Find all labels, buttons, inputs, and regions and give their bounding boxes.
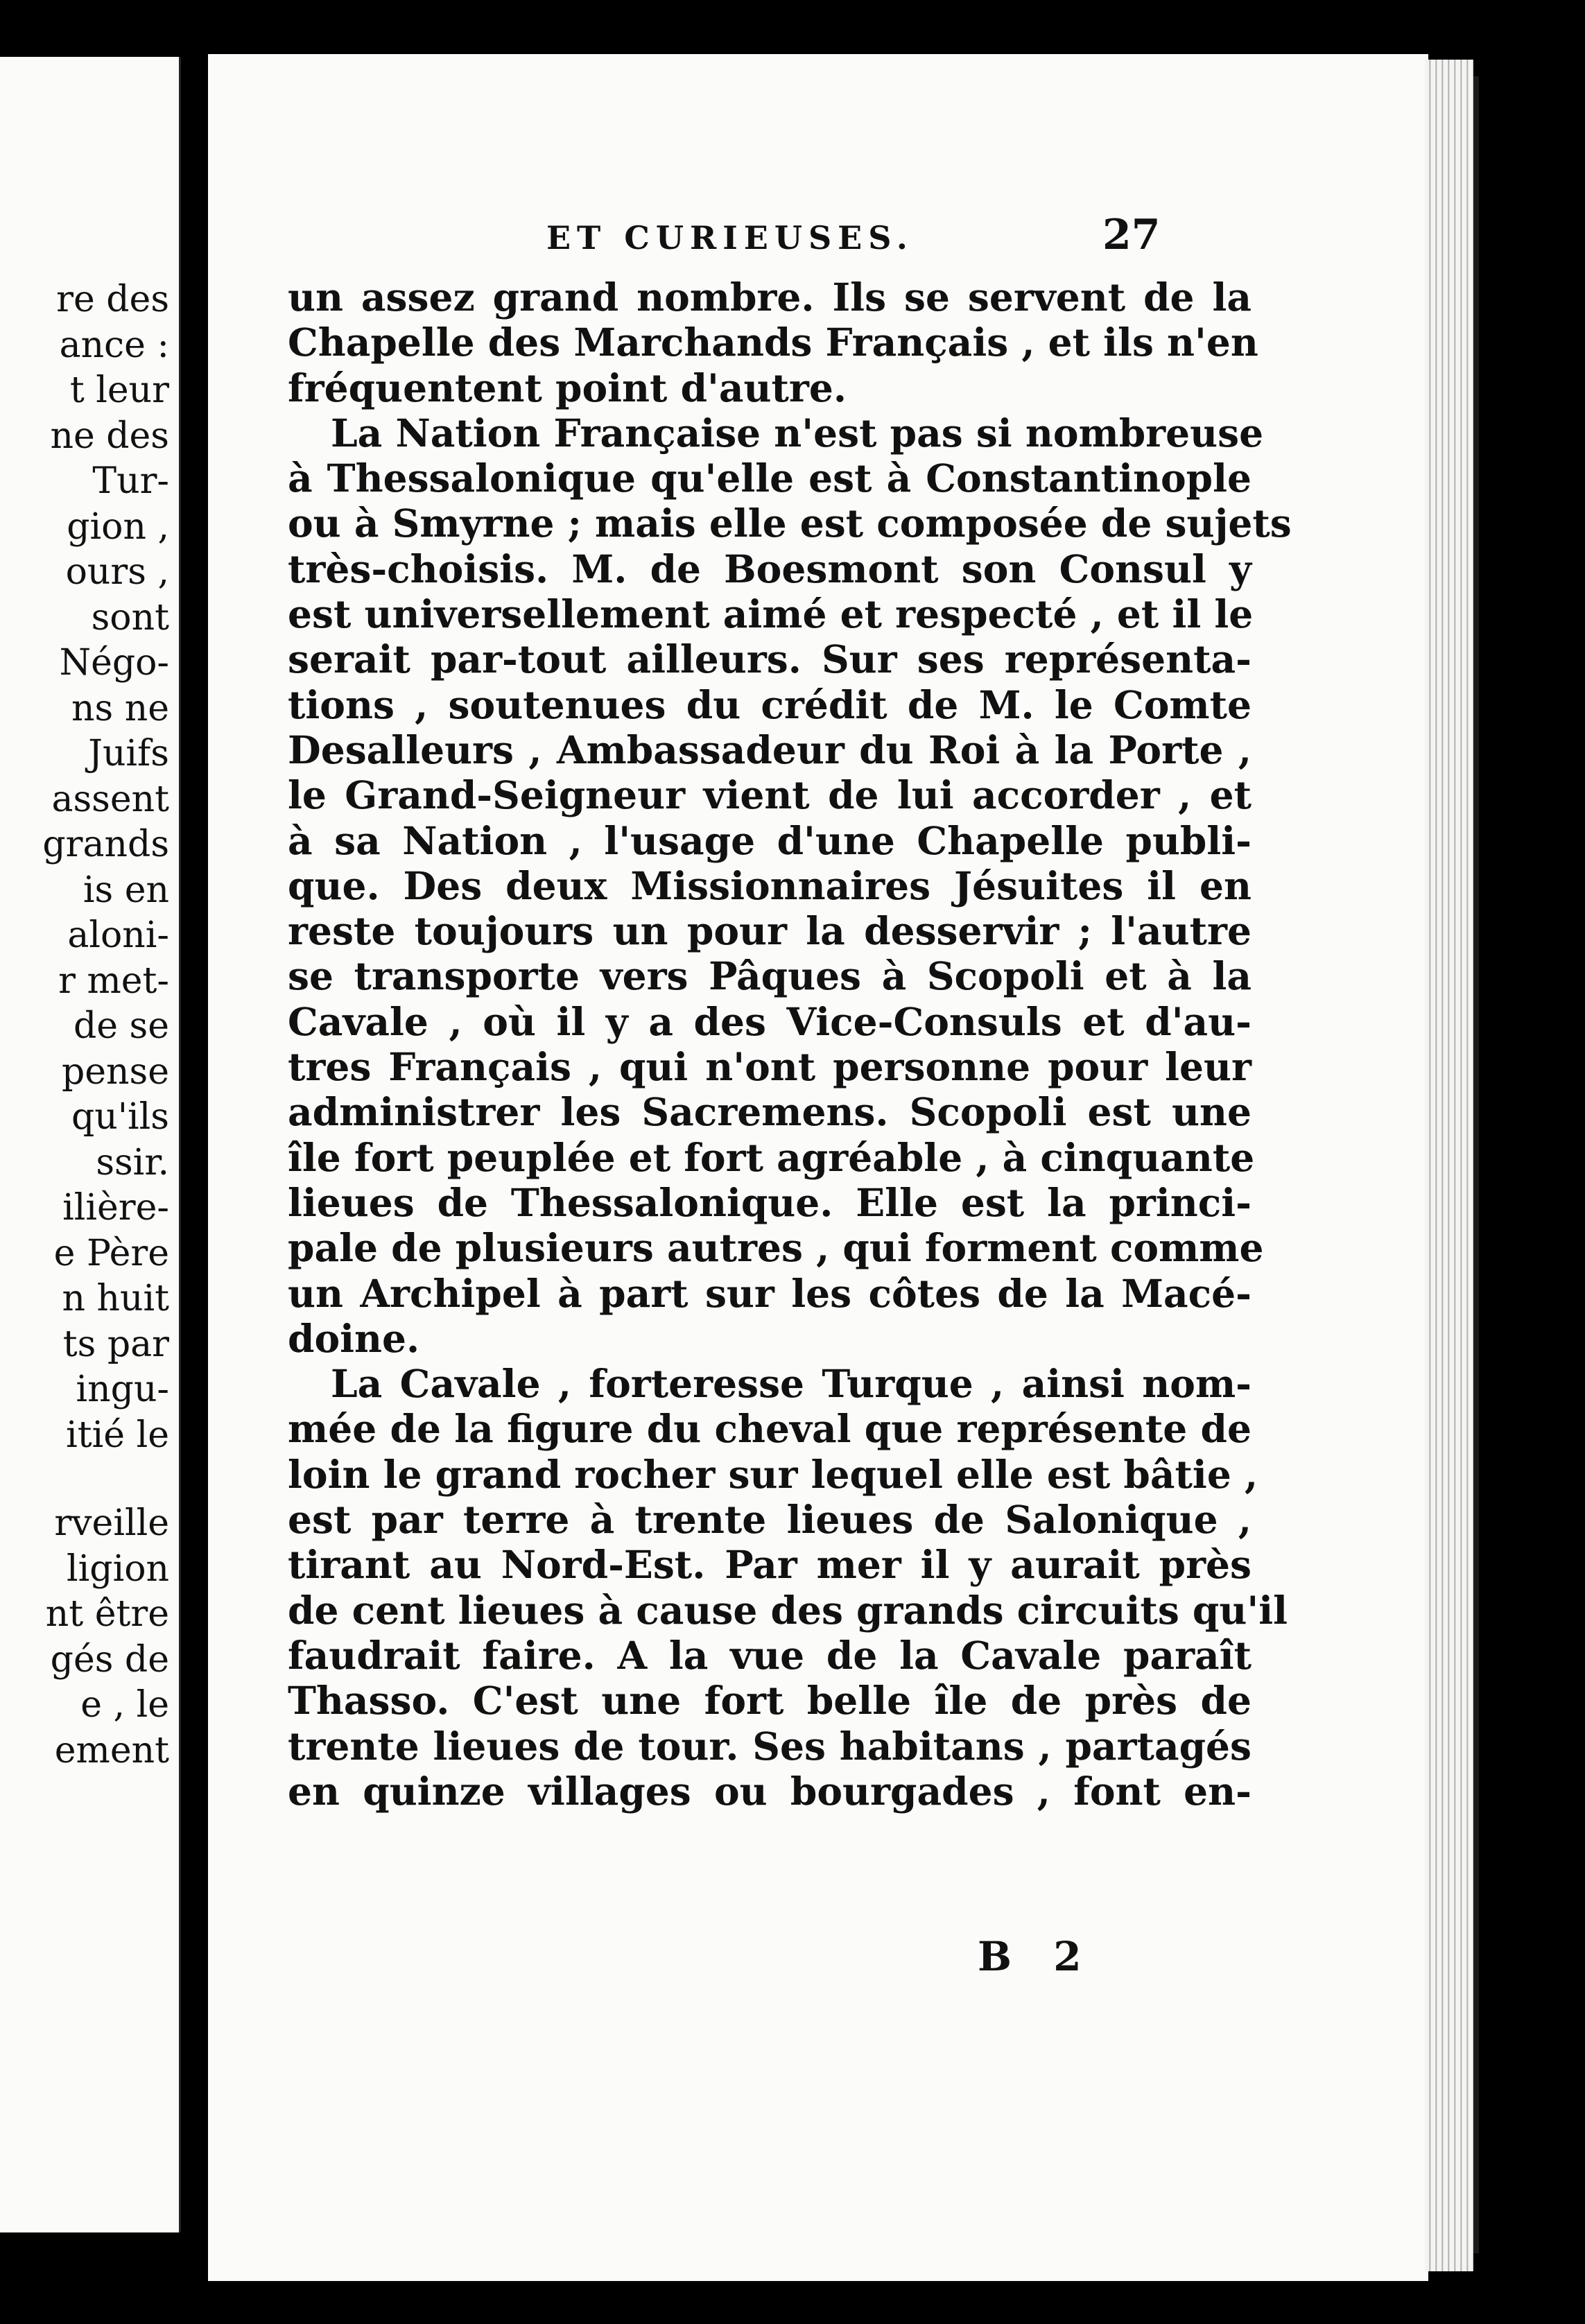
left-page-line: is en — [83, 869, 169, 911]
text-line: est universellement aimé et respecté , et il le — [288, 591, 1254, 637]
left-page-line: ement — [54, 1729, 169, 1771]
left-page-line: nt être — [45, 1593, 169, 1635]
text-line: faudrait faire. A la vue de la Cavale paraît — [288, 1632, 1251, 1678]
text-line: fréquentent point d'autre. — [288, 365, 847, 410]
left-page-line: assent — [51, 778, 169, 820]
text-line: en quinze villages ou bourgades , font en- — [288, 1768, 1251, 1814]
left-page-line: aloni- — [67, 914, 169, 956]
text-line: loin le grand rocher sur lequel elle est bâtie , — [288, 1451, 1258, 1497]
body-text — [288, 275, 1292, 1814]
text-line: ou à Smyrne ; mais elle est composée de sujets — [288, 501, 1292, 546]
left-page-line: ligion — [67, 1547, 169, 1590]
text-line: serait par-tout ailleurs. Sur ses représenta- — [288, 636, 1251, 682]
text-line: pale de plusieurs autres , qui forment comme — [288, 1225, 1264, 1271]
text-line: très-choisis. M. de Boesmont son Consul y — [288, 546, 1251, 591]
left-facing-page — [0, 57, 181, 2232]
running-head — [208, 211, 1428, 268]
left-page-line: gion , — [67, 505, 169, 548]
page-edge — [1425, 60, 1473, 2271]
left-page-line: re des — [56, 279, 169, 320]
left-page-line: ne des — [50, 415, 169, 457]
text-line: La Cavale , forteresse Turque , ainsi nom- — [331, 1361, 1251, 1407]
text-line: que. Des deux Missionnaires Jésuites il en — [288, 862, 1251, 908]
left-page-line: ns ne — [71, 687, 169, 729]
left-page-line: ssir. — [96, 1141, 169, 1183]
left-page-line: pense — [61, 1050, 169, 1093]
text-line: La Nation Française n'est pas si nombreuse — [331, 410, 1264, 456]
text-line: reste toujours un pour la desservir ; l'autre — [288, 908, 1251, 954]
text-line: de cent lieues à cause des grands circuits qu'il — [288, 1587, 1288, 1633]
left-page-line: e Père — [53, 1232, 169, 1274]
left-page-line: rveille — [54, 1502, 169, 1544]
text-line: Desalleurs , Ambassadeur du Roi à la Porte , — [288, 727, 1251, 772]
text-line: tions , soutenues du crédit de M. le Comte — [288, 682, 1251, 727]
text-line: est par terre à trente lieues de Salonique , — [288, 1497, 1251, 1543]
left-page-line: t leur — [69, 370, 169, 411]
text-line: trente lieues de tour. Ses habitans , partagés — [288, 1723, 1251, 1769]
text-line: Thasso. C'est une fort belle île de près de — [288, 1678, 1251, 1724]
left-page-line: Juifs — [88, 733, 169, 774]
page-number: 27 — [1102, 211, 1161, 259]
text-line: le Grand-Seigneur vient de lui accorder , et — [288, 772, 1251, 818]
text-line: à sa Nation , l'usage d'une Chapelle publi- — [288, 817, 1251, 863]
text-line: un assez grand nombre. Ils se servent de la — [288, 275, 1251, 320]
text-line: doine. — [288, 1315, 420, 1361]
left-page-line: ts par — [62, 1323, 169, 1365]
text-line: lieues de Thessalonique. Elle est la princi- — [288, 1179, 1251, 1225]
left-page-line: qu'ils — [71, 1096, 169, 1138]
left-page-line: n huit — [62, 1278, 169, 1319]
left-page-line: de se — [73, 1005, 169, 1047]
left-page-line: gés de — [50, 1638, 169, 1681]
left-page-line: ours , — [65, 551, 169, 593]
left-page-line: ance : — [59, 324, 169, 366]
text-line: Chapelle des Marchands Français , et ils n'en — [288, 320, 1258, 365]
left-page-line: e , le — [80, 1684, 169, 1726]
text-line: à Thessalonique qu'elle est à Constantinople — [288, 456, 1251, 501]
left-page-line: itié le — [66, 1414, 169, 1456]
right-page — [208, 54, 1428, 2281]
text-line: Cavale , où il y a des Vice-Consuls et d'au- — [288, 998, 1251, 1044]
left-page-line: Tur- — [92, 460, 169, 502]
left-page-line: sont — [91, 596, 169, 639]
left-page-line: ilière- — [62, 1187, 169, 1229]
text-line: tres Français , qui n'ont personne pour leur — [288, 1044, 1251, 1090]
left-page-line: Négo- — [59, 642, 169, 684]
text-line: un Archipel à part sur les côtes de la Macé- — [288, 1270, 1251, 1316]
text-line: se transporte vers Pâques à Scopoli et à la — [288, 953, 1251, 999]
text-line: tirant au Nord-Est. Par mer il y aurait près — [288, 1542, 1251, 1588]
page-edge-shadow — [1473, 76, 1479, 2253]
text-line: mée de la figure du cheval que représente de — [288, 1406, 1251, 1452]
left-page-line: grands — [42, 824, 169, 865]
signature-mark: B 2 — [978, 1933, 1095, 1980]
running-title: ET CURIEUSES. — [546, 219, 914, 257]
left-page-line: r met- — [58, 960, 169, 1002]
left-page-line: ingu- — [76, 1369, 169, 1410]
text-line: administrer les Sacremens. Scopoli est une — [288, 1089, 1251, 1135]
text-line: île fort peuplée et fort agréable , à cinquante — [288, 1134, 1255, 1180]
